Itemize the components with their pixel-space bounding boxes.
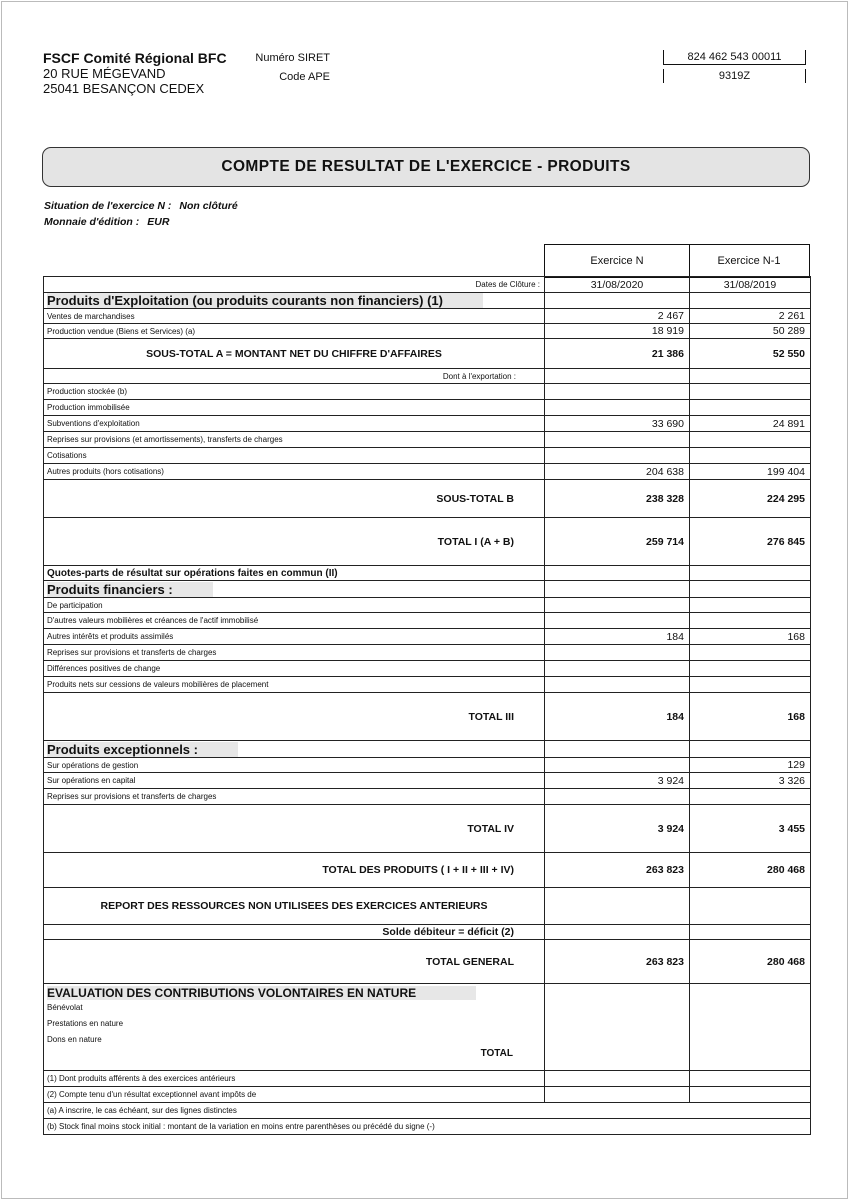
- row-value-n1: [690, 369, 811, 384]
- row-label: REPORT DES RESSOURCES NON UTILISEES DES EXERCICES ANTERIEURS: [44, 888, 545, 925]
- row-value-n: 263 823: [545, 853, 690, 888]
- row-label: [44, 741, 545, 758]
- row-label: TOTAL GENERAL: [44, 940, 545, 984]
- row-value-n: 238 328: [545, 480, 690, 518]
- table-row: [44, 448, 811, 464]
- table-row: [44, 464, 811, 480]
- row-label: Reprises sur provisions (et amortissements), transferts de charges: [44, 432, 545, 448]
- row-label: [44, 293, 545, 309]
- row-label: SOUS-TOTAL B: [44, 480, 545, 518]
- section-title: Produits financiers :: [47, 582, 213, 597]
- contribution-item: Prestations en nature: [47, 1019, 124, 1028]
- row-value-n1: 224 295: [690, 480, 811, 518]
- row-value-n1: [690, 293, 811, 309]
- row-value-n: [545, 758, 690, 773]
- row-label: De participation: [44, 598, 545, 613]
- currency-label: Monnaie d'édition :: [44, 216, 140, 228]
- table-row: [44, 661, 811, 677]
- table-row: [44, 432, 811, 448]
- row-value-n: 21 386: [545, 339, 690, 369]
- row-label: Production stockée (b): [44, 384, 545, 400]
- row-value-n: [545, 789, 690, 805]
- situation-value: Non clôturé: [179, 200, 238, 212]
- row-label: Dont à l'exportation :: [44, 369, 545, 384]
- footnote: (1) Dont produits afférents à des exercices antérieurs: [44, 1071, 545, 1087]
- row-value-n1: 276 845: [690, 518, 811, 566]
- contributions-title: EVALUATION DES CONTRIBUTIONS VOLONTAIRES EN NATURE: [47, 986, 476, 1000]
- table-row: [44, 598, 811, 613]
- table-row: [44, 339, 811, 369]
- income-table: [43, 276, 811, 1135]
- table-row: [44, 480, 811, 518]
- row-label: TOTAL DES PRODUITS ( I + II + III + IV): [44, 853, 545, 888]
- row-label: D'autres valeurs mobilières et créances de l'actif immobilisé: [44, 613, 545, 629]
- row-value-n1: [690, 400, 811, 416]
- row-value-n1: 168: [690, 693, 811, 741]
- closing-date-n: 31/08/2020: [545, 277, 690, 293]
- table-row: [44, 693, 811, 741]
- row-label: Production vendue (Biens et Services) (a): [44, 324, 545, 339]
- table-row: [44, 400, 811, 416]
- table-row: [44, 384, 811, 400]
- row-value-n1: [690, 384, 811, 400]
- row-value-n: 18 919: [545, 324, 690, 339]
- row-value-n1: [690, 613, 811, 629]
- footnote-row: [44, 1103, 811, 1119]
- row-value-n1: [690, 925, 811, 940]
- row-value-n1: [690, 888, 811, 925]
- situation-block: [44, 198, 238, 230]
- row-value-n: [545, 598, 690, 613]
- row-value-n: 3 924: [545, 805, 690, 853]
- column-header-n1: Exercice N-1: [689, 244, 810, 278]
- footnote-row: [44, 1119, 811, 1135]
- row-value-n1: 52 550: [690, 339, 811, 369]
- row-value-n: 3 924: [545, 773, 690, 789]
- currency-value: EUR: [147, 216, 170, 228]
- row-value-n: [545, 661, 690, 677]
- table-row: [44, 789, 811, 805]
- row-value-n: 263 823: [545, 940, 690, 984]
- row-value-n: [545, 432, 690, 448]
- row-label: Sur opérations de gestion: [44, 758, 545, 773]
- organization-block: [43, 51, 227, 96]
- row-value-n: [545, 677, 690, 693]
- footnote-row: [44, 1071, 811, 1087]
- row-label: Ventes de marchandises: [44, 309, 545, 324]
- address-line-2: 25041 BESANÇON CEDEX: [43, 81, 205, 96]
- table-row: [44, 416, 811, 432]
- row-value-n: [545, 741, 690, 758]
- row-label: Cotisations: [44, 448, 545, 464]
- section-title: Produits exceptionnels :: [47, 742, 238, 757]
- row-value-n: [545, 613, 690, 629]
- siret-value: 824 462 543 00011: [663, 50, 806, 65]
- row-value-n: [545, 888, 690, 925]
- row-value-n1: [690, 677, 811, 693]
- row-value-n: [545, 581, 690, 598]
- table-row: [44, 853, 811, 888]
- row-value-n: [545, 925, 690, 940]
- contribution-item: Dons en nature: [47, 1035, 102, 1044]
- footnote: (2) Compte tenu d'un résultat exceptionnel avant impôts de: [44, 1087, 545, 1103]
- row-label: Production immobilisée: [44, 400, 545, 416]
- footnote: (a) A inscrire, le cas échéant, sur des lignes distinctes: [44, 1103, 811, 1119]
- row-value-n1: [690, 566, 811, 581]
- row-value-n1: 168: [690, 629, 811, 645]
- table-row: [44, 613, 811, 629]
- table-row: [44, 566, 811, 581]
- row-label: Autres produits (hors cotisations): [44, 464, 545, 480]
- table-row: [44, 581, 811, 598]
- row-label: TOTAL III: [44, 693, 545, 741]
- table-row: [44, 369, 811, 384]
- situation-label: Situation de l'exercice N :: [44, 200, 172, 212]
- ape-label: Code APE: [279, 71, 330, 83]
- row-value-n: [545, 645, 690, 661]
- closing-dates-row: [44, 277, 811, 293]
- row-label: Subventions d'exploitation: [44, 416, 545, 432]
- row-value-n1: 199 404: [690, 464, 811, 480]
- row-value-n: 204 638: [545, 464, 690, 480]
- table-row: [44, 324, 811, 339]
- row-value-n: 33 690: [545, 416, 690, 432]
- column-header-n: Exercice N: [544, 244, 690, 278]
- closing-dates-label: Dates de Clôture :: [44, 277, 545, 293]
- ape-value: 9319Z: [663, 69, 806, 83]
- organization-name: FSCF Comité Régional BFC: [43, 50, 227, 66]
- row-value-n1: [690, 448, 811, 464]
- row-value-n1: [690, 741, 811, 758]
- row-label: Reprises sur provisions et transferts de charges: [44, 645, 545, 661]
- table-row: [44, 888, 811, 925]
- contributions-total-label: TOTAL: [480, 1048, 513, 1059]
- table-row: [44, 518, 811, 566]
- address-line-1: 20 RUE MÉGEVAND: [43, 66, 166, 81]
- row-value-n: [545, 448, 690, 464]
- row-label: Quotes-parts de résultat sur opérations faites en commun (II): [44, 566, 545, 581]
- footnote-row: [44, 1087, 811, 1103]
- closing-date-n1: 31/08/2019: [690, 277, 811, 293]
- row-value-n: 2 467: [545, 309, 690, 324]
- table-row: [44, 773, 811, 789]
- row-value-n1: 3 326: [690, 773, 811, 789]
- row-value-n1: 280 468: [690, 940, 811, 984]
- row-label: TOTAL IV: [44, 805, 545, 853]
- row-value-n1: [690, 581, 811, 598]
- contribution-item: Bénévolat: [47, 1003, 83, 1012]
- row-value-n: 259 714: [545, 518, 690, 566]
- page-title: COMPTE DE RESULTAT DE L'EXERCICE - PRODUITS: [42, 147, 810, 187]
- row-value-n1: [690, 432, 811, 448]
- row-value-n1: [690, 789, 811, 805]
- row-value-n: [545, 400, 690, 416]
- row-label: Autres intérêts et produits assimilés: [44, 629, 545, 645]
- table-row: [44, 645, 811, 661]
- row-label: [44, 581, 545, 598]
- row-value-n: 184: [545, 693, 690, 741]
- table-row: [44, 309, 811, 324]
- row-value-n1: [690, 661, 811, 677]
- row-label: SOUS-TOTAL A = MONTANT NET DU CHIFFRE D'AFFAIRES: [44, 339, 545, 369]
- siret-label: Numéro SIRET: [255, 52, 330, 64]
- row-value-n1: 280 468: [690, 853, 811, 888]
- contributions-block: [44, 984, 811, 1071]
- row-label: Différences positives de change: [44, 661, 545, 677]
- row-value-n1: 3 455: [690, 805, 811, 853]
- row-value-n: [545, 384, 690, 400]
- row-value-n: 184: [545, 629, 690, 645]
- table-row: [44, 758, 811, 773]
- row-label: Solde débiteur = déficit (2): [44, 925, 545, 940]
- table-row: [44, 805, 811, 853]
- table-row: [44, 293, 811, 309]
- row-value-n: [545, 293, 690, 309]
- row-value-n1: [690, 645, 811, 661]
- table-row: [44, 677, 811, 693]
- row-label: Sur opérations en capital: [44, 773, 545, 789]
- row-value-n1: 129: [690, 758, 811, 773]
- row-value-n1: 50 289: [690, 324, 811, 339]
- table-row: [44, 925, 811, 940]
- section-title: Produits d'Exploitation (ou produits courants non financiers) (1): [47, 293, 483, 308]
- row-label: Produits nets sur cessions de valeurs mobilières de placement: [44, 677, 545, 693]
- table-row: [44, 629, 811, 645]
- row-value-n: [545, 566, 690, 581]
- row-value-n: [545, 369, 690, 384]
- footnote: (b) Stock final moins stock initial : montant de la variation en moins entre parenthèses ou précédé du signe (-): [44, 1119, 811, 1135]
- row-value-n1: 24 891: [690, 416, 811, 432]
- row-label: TOTAL I (A + B): [44, 518, 545, 566]
- row-value-n1: 2 261: [690, 309, 811, 324]
- row-label: Reprises sur provisions et transferts de charges: [44, 789, 545, 805]
- row-value-n1: [690, 598, 811, 613]
- table-row: [44, 940, 811, 984]
- table-row: [44, 741, 811, 758]
